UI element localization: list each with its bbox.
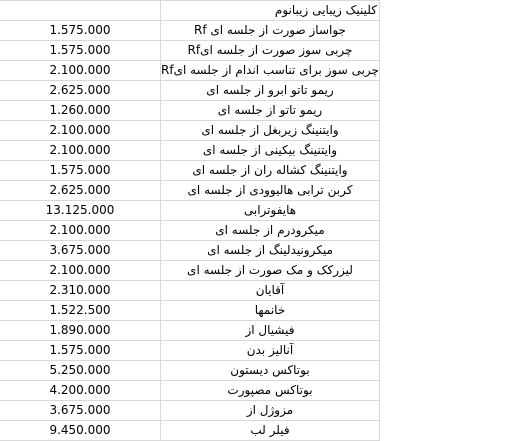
- service-cell[interactable]: ریمو تاتو ابرو از جلسه ای: [161, 81, 380, 101]
- table-row: [0, 321, 379, 341]
- price-cell[interactable]: 2.100.000: [0, 121, 161, 141]
- price-cell[interactable]: 1.575.000: [0, 41, 161, 61]
- table-row: [0, 81, 379, 101]
- price-cell[interactable]: 3.675.000: [0, 401, 161, 421]
- table-row: [0, 221, 379, 241]
- service-cell[interactable]: وایتنینگ کشاله ران از جلسه ای: [161, 161, 380, 181]
- price-cell[interactable]: 5.250.000: [0, 361, 161, 381]
- price-cell[interactable]: 9.450.000: [0, 421, 161, 441]
- price-cell[interactable]: 2.100.000: [0, 261, 161, 281]
- table-row: [0, 141, 379, 161]
- price-cell[interactable]: 1.522.500: [0, 301, 161, 321]
- service-cell[interactable]: چربی سوز برای تناسب اندام از جلسه ایRf: [161, 61, 380, 81]
- table-row: [0, 341, 379, 361]
- price-cell[interactable]: 3.675.000: [0, 241, 161, 261]
- service-cell[interactable]: ریمو تاتو از جلسه ای: [161, 101, 380, 121]
- price-cell[interactable]: 1.575.000: [0, 161, 161, 181]
- price-cell[interactable]: 2.100.000: [0, 61, 161, 81]
- service-cell[interactable]: فیشیال از: [161, 321, 380, 341]
- cell-blank[interactable]: [0, 1, 161, 21]
- price-cell[interactable]: 2.625.000: [0, 81, 161, 101]
- header-row: [0, 1, 379, 21]
- price-cell[interactable]: 2.625.000: [0, 181, 161, 201]
- price-cell[interactable]: 1.890.000: [0, 321, 161, 341]
- table-row: [0, 301, 379, 321]
- service-cell[interactable]: وایتنینگ زیربغل از جلسه ای: [161, 121, 380, 141]
- service-cell[interactable]: میکرودرم از جلسه ای: [161, 221, 380, 241]
- table-row: [0, 241, 379, 261]
- service-cell[interactable]: آقایان: [161, 281, 380, 301]
- price-cell[interactable]: 2.100.000: [0, 141, 161, 161]
- clinic-title-cell[interactable]: کلینیک زیبایی زیبانوم: [161, 1, 380, 21]
- table-row: [0, 181, 379, 201]
- service-cell[interactable]: آنالیز بدن: [161, 341, 380, 361]
- service-cell[interactable]: کربن ترابی هالیوودی از جلسه ای: [161, 181, 380, 201]
- service-cell[interactable]: میکرونیدلینگ از جلسه ای: [161, 241, 380, 261]
- price-cell[interactable]: 1.260.000: [0, 101, 161, 121]
- table-row: [0, 361, 379, 381]
- table-row: [0, 121, 379, 141]
- table-row: [0, 281, 379, 301]
- service-cell[interactable]: وایتنینگ بیکینی از جلسه ای: [161, 141, 380, 161]
- price-cell[interactable]: 2.310.000: [0, 281, 161, 301]
- service-cell[interactable]: فیلر لب: [161, 421, 380, 441]
- table-row: [0, 381, 379, 401]
- service-cell[interactable]: خانمها: [161, 301, 380, 321]
- service-cell[interactable]: لیزرکک و مک صورت از جلسه ای: [161, 261, 380, 281]
- service-cell[interactable]: بوتاکس دیستون: [161, 361, 380, 381]
- price-cell[interactable]: 1.575.000: [0, 21, 161, 41]
- service-cell[interactable]: جواساز صورت از جلسه ای Rf: [161, 21, 380, 41]
- table-row: [0, 41, 379, 61]
- service-cell[interactable]: بوتاکس مصپورت: [161, 381, 380, 401]
- table-row: [0, 261, 379, 281]
- table-row: [0, 421, 379, 441]
- table-row: [0, 101, 379, 121]
- table-row: [0, 401, 379, 421]
- service-cell[interactable]: مزوژل از: [161, 401, 380, 421]
- price-cell[interactable]: 2.100.000: [0, 221, 161, 241]
- table-row: [0, 161, 379, 181]
- service-cell[interactable]: چربی سوز صورت از جلسه ایRf: [161, 41, 380, 61]
- table-row: [0, 61, 379, 81]
- price-cell[interactable]: 4.200.000: [0, 381, 161, 401]
- service-cell[interactable]: هایفوترابی: [161, 201, 380, 221]
- table-row: [0, 201, 379, 221]
- price-cell[interactable]: 13.125.000: [0, 201, 161, 221]
- table-row: [0, 21, 379, 41]
- price-cell[interactable]: 1.575.000: [0, 341, 161, 361]
